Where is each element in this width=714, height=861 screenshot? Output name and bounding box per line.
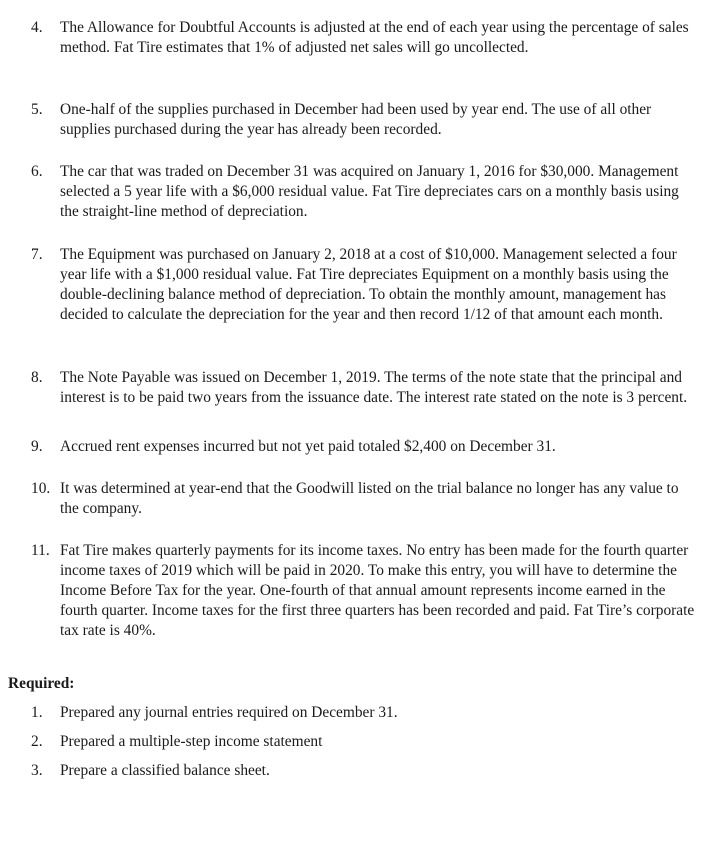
list-item-8	[31, 368, 696, 408]
required-item-2	[31, 732, 691, 752]
item-text: Prepare a classified balance sheet.	[60, 762, 270, 779]
item-text: The Allowance for Doubtful Accounts is adjusted at the end of each year using the percentage of sales method. Fat Tire estimates that 1% of adjusted net sales will go uncollected.	[60, 19, 689, 56]
item-text: Fat Tire makes quarterly payments for its income taxes. No entry has been made for the fourth quarter income taxes of 2019 which will be paid in 2020. To make this entry, you will have to determine the Income Before Tax for the year. One-fourth of that annual amount represents income earned in the fourth quarter. Income taxes for the first three quarters has been recorded and paid. Fat Tire’s corporate tax rate is 40%.	[60, 542, 695, 639]
required-item-1	[31, 703, 691, 723]
list-item-6	[31, 162, 696, 222]
item-text: Prepared any journal entries required on December 31.	[60, 704, 398, 721]
item-text: It was determined at year-end that the Goodwill listed on the trial balance no longer has any value to the company.	[60, 480, 679, 517]
item-text: The Equipment was purchased on January 2, 2018 at a cost of $10,000. Management selected a four year life with a $1,000 residual value. Fat Tire depreciates Equipment on a monthly basis using the double-declining balance method of depreciation. To obtain the monthly amount, management has decided to calculate the depreciation for the year and then record 1/12 of that amount each month.	[60, 246, 677, 323]
item-text: The car that was traded on December 31 was acquired on January 1, 2016 for $30,000. Management selected a 5 year life with a $6,000 residual value. Fat Tire depreciates cars on a monthly basis using the straight-line method of depreciation.	[60, 163, 679, 220]
list-item-9	[31, 437, 696, 457]
item-text: One-half of the supplies purchased in December had been used by year end. The use of all other supplies purchased during the year has already been recorded.	[60, 101, 652, 138]
list-item-11	[31, 541, 696, 641]
item-number: 11.	[31, 542, 50, 559]
item-number: 1.	[31, 704, 43, 721]
item-number: 4.	[31, 19, 43, 36]
list-item-7	[31, 245, 696, 325]
list-item-10	[31, 479, 696, 519]
list-item-4	[31, 18, 696, 58]
item-number: 9.	[31, 438, 43, 455]
item-number: 3.	[31, 762, 43, 779]
item-text: Prepared a multiple-step income statement	[60, 733, 323, 750]
item-number: 6.	[31, 163, 43, 180]
item-number: 8.	[31, 369, 43, 386]
item-number: 10.	[31, 480, 51, 497]
list-item-5	[31, 100, 696, 140]
required-item-3	[31, 761, 691, 781]
item-text: The Note Payable was issued on December 1, 2019. The terms of the note state that the principal and interest is to be paid two years from the issuance date. The interest rate stated on the note is 3 percent.	[60, 369, 688, 406]
required-heading: Required:	[8, 675, 75, 692]
item-number: 7.	[31, 246, 43, 263]
item-number: 2.	[31, 733, 43, 750]
item-number: 5.	[31, 101, 43, 118]
item-text: Accrued rent expenses incurred but not yet paid totaled $2,400 on December 31.	[60, 438, 556, 455]
